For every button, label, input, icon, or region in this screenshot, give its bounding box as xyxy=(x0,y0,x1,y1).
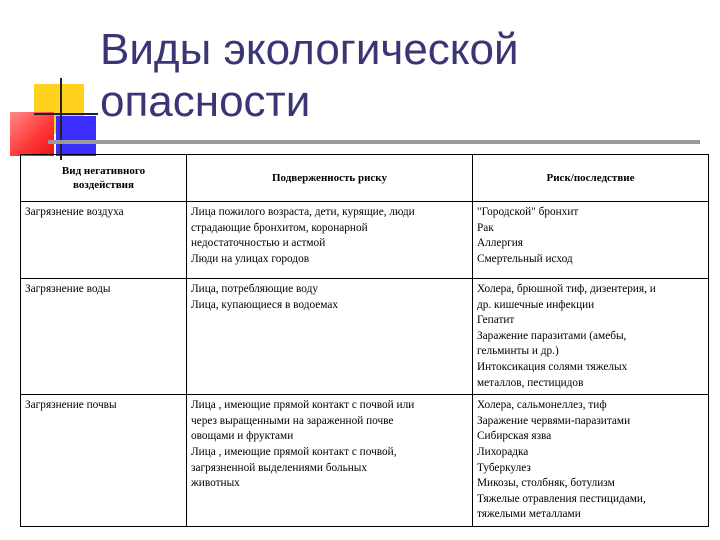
impact-type-text: Загрязнение воздуха xyxy=(25,206,124,218)
header-impact-type-line-2: воздействия xyxy=(73,179,134,191)
risk-line: Рак xyxy=(477,221,494,234)
table-row xyxy=(21,279,709,395)
risk-line: Тяжелые отравления пестицидами, xyxy=(477,492,646,505)
header-impact-type-line-1: Вид негативного xyxy=(61,165,146,177)
hazards-table xyxy=(20,154,709,527)
exposure-line: недостаточностью и астмой xyxy=(191,237,326,250)
table-row xyxy=(21,202,709,279)
cell-impact-type xyxy=(21,202,187,279)
exposure-line: через выращенными на зараженной почве xyxy=(191,414,394,427)
decor-horizontal-line xyxy=(34,113,98,115)
risk-line: Заражение паразитами (амебы, xyxy=(477,329,627,342)
risk-line: "Городской" бронхит xyxy=(477,206,579,218)
impact-type-text: Загрязнение воды xyxy=(25,283,111,295)
header-risk-text: Риск/последствие xyxy=(546,172,635,184)
risk-line: Холера, сальмонеллез, тиф xyxy=(477,399,607,412)
exposure-line: Люди на улицах городов xyxy=(191,252,310,265)
header-risk xyxy=(473,155,709,202)
cell-impact-type xyxy=(21,395,187,527)
title-divider xyxy=(48,140,700,144)
cell-risk xyxy=(473,279,709,395)
cell-exposure xyxy=(187,202,473,279)
exposure-line: овощами и фруктами xyxy=(191,430,294,443)
exposure-line: страдающие бронхитом, коронарной xyxy=(191,221,368,234)
exposure-line: загрязненной выделениями больных xyxy=(191,461,368,474)
exposure-line: Лица, купающиеся в водоемах xyxy=(191,298,338,311)
impact-type-text: Загрязнение почвы xyxy=(25,399,117,412)
slide-title-line-1: Виды экологической xyxy=(100,25,519,74)
decor-vertical-line xyxy=(60,78,62,160)
slide-title-line-2: опасности xyxy=(100,77,311,126)
header-exposure-text: Подверженность риску xyxy=(271,172,387,184)
risk-line: Лихорадка xyxy=(477,445,529,458)
risk-line: гельминты и др.) xyxy=(477,345,559,358)
table-header-row xyxy=(21,155,709,202)
exposure-line: Лица , имеющие прямой контакт с почвой, xyxy=(191,445,397,458)
exposure-line: Лица пожилого возраста, дети, курящие, люди xyxy=(191,206,415,218)
risk-line: др. кишечные инфекции xyxy=(477,298,595,311)
exposure-line: Лица, потребляющие воду xyxy=(191,283,318,295)
risk-line: Смертельный исход xyxy=(477,252,573,265)
slide-title xyxy=(100,24,519,128)
cell-impact-type xyxy=(21,279,187,395)
cell-risk xyxy=(473,202,709,279)
risk-line: Интоксикация солями тяжелых xyxy=(477,360,628,373)
risk-line: Заражение червями-паразитами xyxy=(477,414,631,427)
table-row xyxy=(21,395,709,527)
exposure-line: Лица , имеющие прямой контакт с почвой или xyxy=(191,399,415,412)
decor-blue-square xyxy=(56,116,96,156)
header-exposure xyxy=(187,155,473,202)
cell-risk xyxy=(473,395,709,527)
risk-line: Гепатит xyxy=(477,314,515,327)
risk-line: Микозы, столбняк, ботулизм xyxy=(477,477,615,490)
decor-red-square xyxy=(10,112,54,156)
cell-exposure xyxy=(187,279,473,395)
cell-exposure xyxy=(187,395,473,527)
risk-line: Сибирская язва xyxy=(477,430,552,443)
header-impact-type xyxy=(21,155,187,202)
risk-line: Аллергия xyxy=(477,237,523,250)
exposure-line: животных xyxy=(191,477,240,490)
risk-line: Холера, брюшной тиф, дизентерия, и xyxy=(477,283,656,295)
risk-line: Туберкулез xyxy=(477,461,531,474)
risk-line: тяжелыми металлами xyxy=(477,508,581,521)
risk-line: металлов, пестицидов xyxy=(477,376,584,389)
